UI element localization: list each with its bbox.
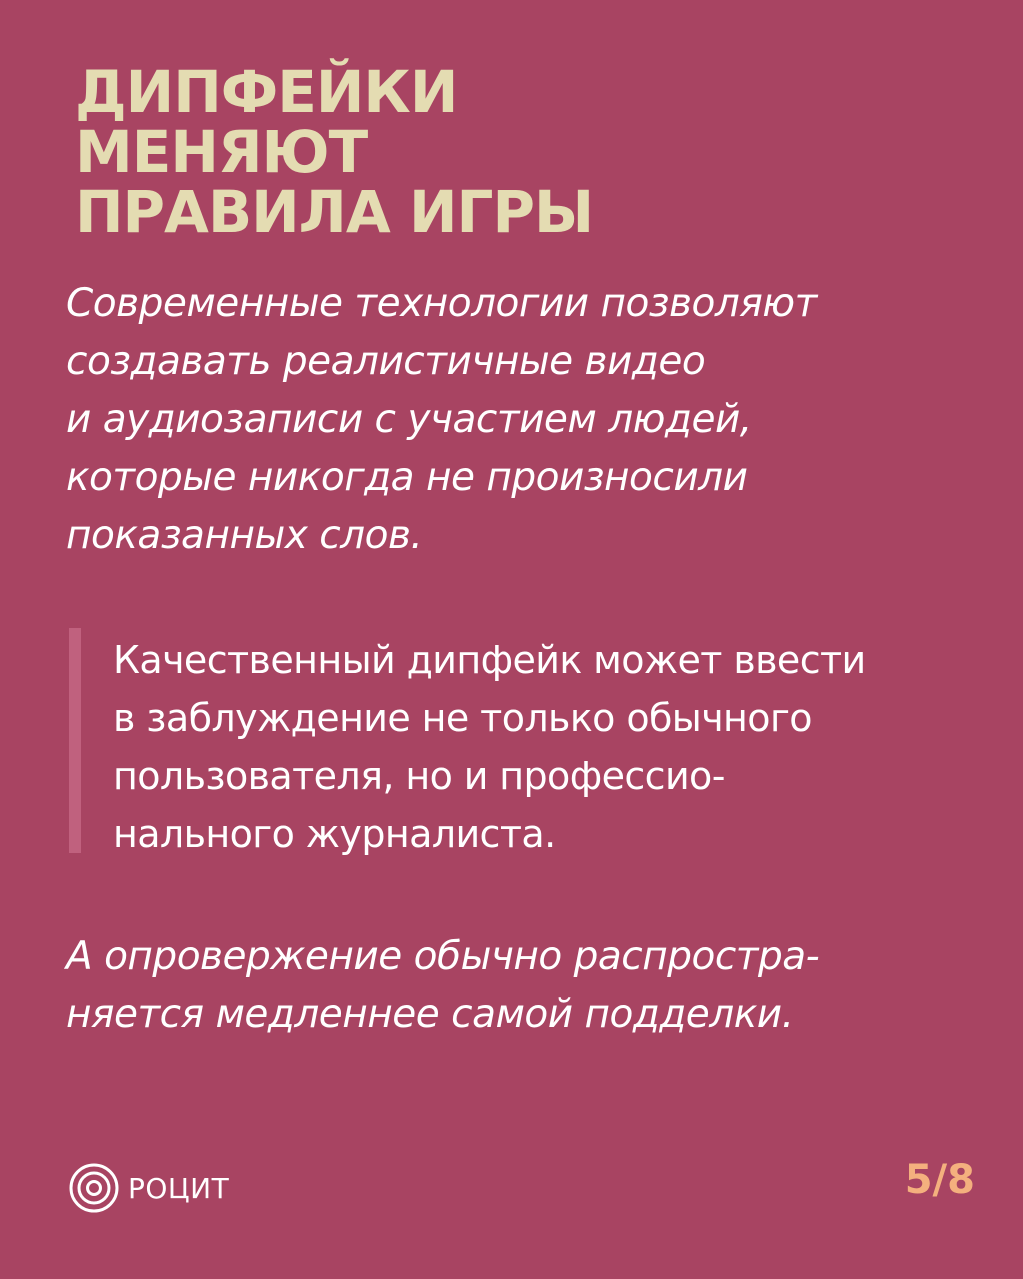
closing-line: няется медленнее самой подделки. [66, 992, 794, 1037]
intro-line: которые никогда не произносили [66, 455, 748, 500]
brand [68, 1162, 229, 1214]
closing-line: А опровержение обычно распростра- [66, 934, 820, 979]
intro-line: создавать реалистичные видео [66, 339, 706, 384]
quote-text [113, 631, 866, 863]
slide-title-line: МЕНЯЮТ [75, 118, 368, 186]
quote-line: нального журналиста. [113, 812, 556, 856]
intro-line: показанных слов. [66, 513, 423, 558]
concentric-circles-logo-icon [68, 1162, 120, 1214]
slide-title-line: ПРАВИЛА ИГРЫ [75, 178, 594, 246]
slide-title [75, 58, 594, 246]
brand-name: РОЦИТ [128, 1171, 230, 1205]
slide-title-line: ДИПФЕЙКИ [75, 58, 458, 126]
quote-line: в заблуждение не только обычного [113, 696, 812, 740]
quote-line: пользователя, но и профессио- [113, 754, 725, 798]
quote-bar [69, 628, 81, 853]
intro-line: Современные технологии позволяют [66, 281, 817, 326]
page-indicator: 5/8 [904, 1157, 975, 1203]
closing-paragraph [66, 928, 819, 1044]
quote-line: Качественный дипфейк может ввести [113, 638, 866, 682]
intro-line: и аудиозаписи с участием людей, [66, 397, 752, 442]
intro-paragraph [66, 275, 986, 565]
